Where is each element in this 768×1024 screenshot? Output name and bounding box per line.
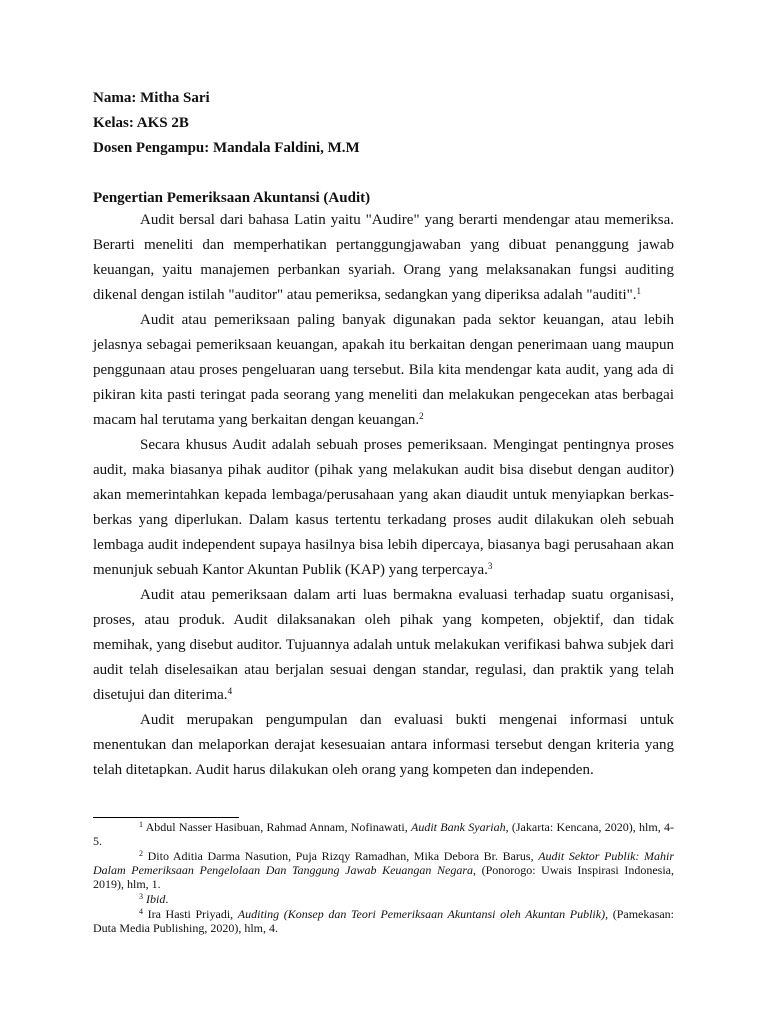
- footnote-number: 4: [139, 907, 143, 916]
- body-text: [93, 208, 674, 783]
- footnote-number: 1: [139, 820, 143, 829]
- paragraph-text: Audit atau pemeriksaan dalam arti luas bermakna evaluasi terhadap suatu organisasi, proses, atau produk. Audit dilaksanakan oleh pihak yang kompeten, objektif, dan tidak memihak, yang disebut auditor. Tujuannya adalah untuk melakukan verifikasi bahwa subjek dari audit telah diselesaikan atau berjalan sesuai dengan standar, regulasi, dan praktik yang telah disetujui dan diterima.: [93, 587, 674, 703]
- paragraph-text: Secara khusus Audit adalah sebuah proses pemeriksaan. Mengingat pentingnya proses audit, maka biasanya pihak auditor (pihak yang melakukan audit bisa disebut dengan auditor) akan memerintahkan kepada lembaga/perusahaan yang akan diaudit untuk menyiapkan berkas-berkas yang diperlukan. Dalam kasus tertentu terkadang proses audit dilakukan oleh sebuah lembaga audit independent supaya hasilnya bisa lebih dipercaya, biasanya bagi perusahaan akan menunjuk sebuah Kantor Akuntan Publik (KAP) yang terpercaya.: [93, 437, 674, 578]
- footnote-publisher: , (Ponorogo: Uwais Inspirasi Indonesia, 2019), hlm, 1.: [93, 863, 674, 891]
- paragraph: [93, 708, 674, 783]
- footnote: [93, 892, 674, 906]
- footnote: [93, 849, 674, 891]
- footnote-title: Ibid: [146, 892, 166, 906]
- footnote-number: 3: [139, 892, 143, 901]
- section-title: Pengertian Pemeriksaan Akuntansi (Audit): [93, 190, 371, 206]
- footnote-ref: 2: [419, 411, 424, 421]
- footnote-publisher: , (Jakarta: Kencana, 2020), hlm, 4-5.: [93, 820, 674, 848]
- footnote-authors: Dito Aditia Darma Nasution, Puja Rizqy Ramadhan, Mika Debora Br. Barus,: [147, 849, 539, 863]
- paragraph-text: Audit atau pemeriksaan paling banyak digunakan pada sektor keuangan, atau lebih jelasnya sebagai pemeriksaan keuangan, apakah itu berkaitan dengan penerimaan uang maupun penggunaan atau proses pengeluaran uang tersebut. Bila kita mendengar kata audit, yang ada di pikiran kita pasti teringat pada seorang yang meneliti dan melakukan pengecekan atas berbagai macam hal terutama yang berkaitan dengan keuangan.: [93, 312, 674, 428]
- footnote-title: Auditing (Konsep dan Teori Pemeriksaan Akuntansi oleh Akuntan Publik): [237, 907, 606, 921]
- footnote-title: Audit Bank Syariah: [411, 820, 506, 834]
- student-name: Nama: Mitha Sari: [93, 90, 210, 106]
- footnotes: [93, 820, 674, 936]
- footnote: [93, 907, 674, 935]
- paragraph-text: Audit merupakan pengumpulan dan evaluasi bukti mengenai informasi untuk menentukan dan melaporkan derajat kesesuaian antara informasi tersebut dengan kriteria yang telah ditetapkan. Audit harus dilakukan oleh orang yang kompeten dan independen.: [93, 712, 674, 778]
- paragraph: [93, 583, 674, 708]
- paragraph: [93, 308, 674, 433]
- footnote-separator: [93, 817, 239, 818]
- paragraph-text: Audit bersal dari bahasa Latin yaitu "Audire" yang berarti mendengar atau memeriksa. Berarti meneliti dan memperhatikan pertanggungjawaban yang dibuat penanggung jawab keuangan, yaitu manajemen perbankan syariah. Orang yang melaksanakan fungsi auditing dikenal dengan istilah "auditor" atau pemeriksa, sedangkan yang diperiksa adalah "auditi".: [93, 212, 674, 303]
- footnote-authors: Ira Hasti Priyadi,: [147, 907, 238, 921]
- footnote: [93, 820, 674, 848]
- footnote-ref: 1: [636, 286, 641, 296]
- footnote-ref: 3: [487, 561, 493, 571]
- student-class: Kelas: AKS 2B: [93, 115, 189, 131]
- paragraph: [93, 208, 674, 308]
- footnote-number: 2: [139, 849, 143, 858]
- footnote-publisher: .: [165, 892, 169, 906]
- footnote-authors: Abdul Nasser Hasibuan, Rahmad Annam, Nofinawati,: [145, 820, 412, 834]
- paragraph: [93, 433, 674, 583]
- student-info: [93, 86, 677, 161]
- footnote-publisher: , (Pamekasan: Duta Media Publishing, 2020), hlm, 4.: [93, 907, 675, 935]
- footnote-ref: 4: [227, 686, 233, 696]
- lecturer-name: Dosen Pengampu: Mandala Faldini, M.M: [93, 140, 360, 156]
- footnote-title: Audit Sektor Publik: Mahir Dalam Pemeriksaan Pengelolaan Dan Tanggung Jawab Keuangan Negara: [93, 849, 675, 877]
